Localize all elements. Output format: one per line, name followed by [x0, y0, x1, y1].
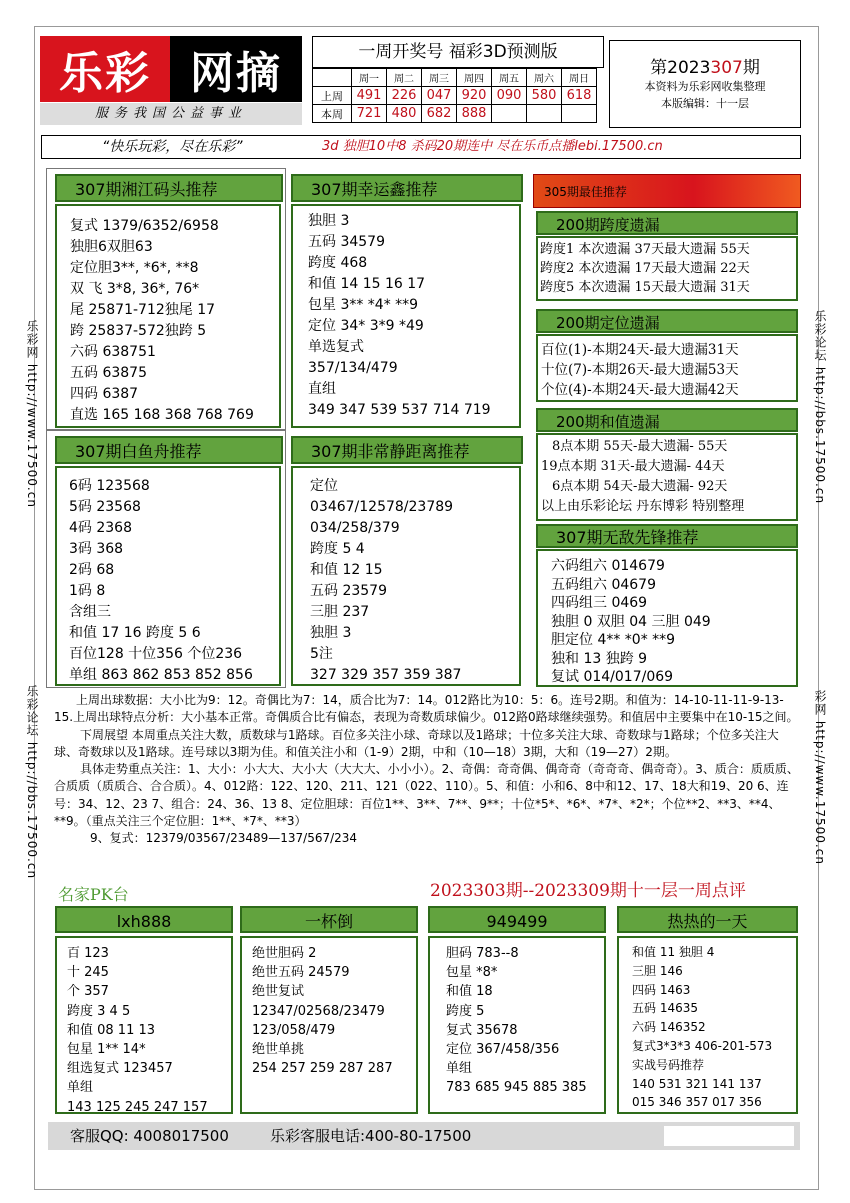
list-item: 357/134/479 [308, 360, 398, 376]
list-item: 6点本期 54天-最大遗漏- 92天 [552, 479, 728, 494]
logo-part2: 网摘 [170, 36, 302, 102]
this-week-draw [492, 105, 527, 123]
list-item: 组选复式 123457 [67, 1061, 173, 1077]
list-item: 034/258/379 [310, 520, 400, 536]
list-item: 五码 14635 [632, 1001, 698, 1016]
list-item: 独和 13 独跨 9 [551, 650, 648, 667]
list-item: 跨度 3 4 5 [67, 1003, 131, 1019]
list-item: 独胆6双胆63 [70, 239, 153, 255]
list-item: 140 531 321 141 137 [632, 1076, 762, 1091]
list-item: 349 347 539 537 714 719 [308, 402, 491, 418]
panel-kuadu [536, 236, 798, 301]
list-item: 四码 1463 [632, 982, 691, 997]
last-week-label: 上周 [313, 87, 352, 105]
list-item: 定位 367/458/356 [446, 1042, 560, 1058]
list-item: 跨度 5 4 [310, 541, 365, 557]
list-item: 十 245 [67, 965, 109, 981]
pk-panel-2 [240, 936, 418, 1114]
analysis-p2: 下周展望 本周重点关注大数，质数球与1路球。百位多关注小球、奇球以及1路球；十位多关注大球、奇数球与1路球；个位多关注大球、奇数球以及1路球。连号球以3期为佳。和值关注小和（1-9）2期，中和（10—18）3期，大和（19—27）2期。 [54, 727, 779, 759]
list-item: 百位128 十位356 个位236 [69, 646, 243, 662]
list-item: 783 685 945 885 385 [446, 1080, 587, 1096]
famous-pk-label: 名家PK台 [58, 885, 129, 904]
list-item: 直组 [308, 381, 336, 397]
pk-title-3: 949499 [428, 906, 606, 933]
last-week-draw: 491 [352, 87, 387, 105]
footer-blank-box [664, 1126, 794, 1146]
footer-bar [48, 1122, 800, 1150]
list-item: 327 329 357 359 387 [310, 667, 462, 683]
list-item: 以上由乐彩论坛 丹东博彩 特别整理 [541, 499, 745, 514]
list-item: 5码 23568 [69, 499, 141, 515]
list-item: 含组三 [69, 604, 111, 620]
panel-feichangjing [291, 466, 521, 686]
list-item: 和值 12 15 [310, 562, 383, 578]
this-week-draw: 888 [457, 105, 492, 123]
panel-dingwei [536, 334, 798, 402]
list-item: 五码组六 04679 [551, 576, 656, 593]
list-item: 四码 6387 [70, 386, 139, 402]
issue-number: 第2023307期 [650, 58, 760, 78]
weekly-review-label: 2023303期--2023309期十一层一周点评 [430, 881, 746, 901]
list-item: 个 357 [67, 984, 109, 1000]
this-week-draw: 480 [387, 105, 422, 123]
last-week-draw: 920 [457, 87, 492, 105]
panel-xingyunxin [291, 204, 521, 428]
list-item: 123/058/479 [252, 1022, 336, 1038]
list-item: 2码 68 [69, 562, 115, 578]
list-item: 和值 08 11 13 [67, 1022, 156, 1038]
panel-title-kuadu: 200期跨度遗漏 [536, 211, 798, 235]
this-week-draw: 682 [422, 105, 457, 123]
list-item: 8点本期 55天-最大遗漏- 55天 [552, 439, 728, 454]
list-item: 6码 123568 [69, 478, 150, 494]
list-item: 143 125 245 247 157 [67, 1099, 208, 1115]
panel-title-wudi: 307期无敌先锋推荐 [536, 524, 798, 548]
side-text-right-top: 乐彩论坛 http://bbs.17500.cn [813, 310, 827, 505]
logo [40, 36, 302, 102]
day-header: 周四 [457, 69, 492, 87]
list-item: 五码 34579 [308, 234, 385, 250]
day-header: 周一 [352, 69, 387, 87]
analysis-p3: 具体走势重点关注：1、大小：小大大、大小大（大大大、小小小）。2、奇偶：奇奇偶、偶奇奇（奇奇奇、偶奇奇）。3、质合：质质质、合质质（质质合、合合质）。4、012路：122、120、211、121（022、110）。5、和值：小和6、8中和12、17、18大和19、20 6、连号：34、12、23 7、组合：24、36、13 8、定位胆球：百位1**、3**、7**、9**；十位*5*、*6*、*7*、*2*；个位**2、**3、**4、**9。（重点关注三个定位胆：1**、*7*、**3） [54, 762, 799, 829]
list-item: 015 346 357 017 356 [632, 1095, 762, 1110]
best-banner [533, 174, 801, 208]
panel-hezhi [536, 433, 798, 521]
pk-panel-3 [428, 936, 606, 1114]
pk-panel-1 [55, 936, 233, 1114]
list-item: 单选复式 [308, 339, 364, 355]
analysis-section [54, 692, 800, 848]
list-item: 复式 35678 [446, 1022, 518, 1038]
list-item: 19点本期 31天-最大遗漏- 44天 [541, 459, 725, 474]
list-item: 绝世胆码 2 [252, 946, 317, 961]
footer-qq: 客服QQ: 4008017500 [70, 1127, 229, 1145]
this-week-draw [562, 105, 597, 123]
panel-title-dingwei: 200期定位遗漏 [536, 309, 798, 333]
list-item: 三胆 237 [310, 604, 370, 620]
pk-panel-4 [617, 936, 798, 1114]
slogan-quote: “快乐玩彩，尽在乐彩” [102, 139, 243, 155]
this-week-label: 本周 [313, 105, 352, 123]
list-item: 实战号码推荐 [632, 1057, 705, 1072]
list-item: 尾 25871-712独尾 17 [70, 302, 216, 318]
slogan-promo: 3d 独胆10中8 杀码20期连中 尽在乐币点播lebi.17500.cn [322, 139, 663, 154]
header-title: 一周开奖号 福彩3D预测版 [312, 36, 604, 68]
list-item: 百位(1)-本期24天-最大遗漏31天 [541, 342, 739, 358]
panel-title-xiangjiang: 307期湘江码头推荐 [55, 174, 283, 202]
list-item: 跨度 5 [446, 1003, 485, 1019]
day-header: 周日 [562, 69, 597, 87]
last-week-draw: 090 [492, 87, 527, 105]
day-header: 周五 [492, 69, 527, 87]
issue-note-2: 本版编辑：十一层 [661, 97, 749, 110]
list-item: 六码 638751 [70, 344, 156, 360]
list-item: 单组 863 862 853 852 856 [69, 667, 253, 683]
list-item: 直选 165 168 368 768 769 [70, 407, 254, 423]
day-header: 周六 [527, 69, 562, 87]
list-item: 包星 1** 14* [67, 1042, 146, 1058]
list-item: 三胆 146 [632, 963, 683, 978]
panel-xiangjiang [55, 204, 281, 428]
side-text-right-bottom: 彩网 http://www.17500.cn [813, 690, 827, 865]
list-item: 254 257 259 287 287 [252, 1061, 393, 1077]
week-draw-table [312, 68, 597, 123]
list-item: 复式3*3*3 406-201-573 [632, 1038, 773, 1053]
last-week-draw: 618 [562, 87, 597, 105]
list-item: 独胆 0 双胆 04 三胆 049 [551, 613, 711, 630]
footer-phone: 乐彩客服电话:400-80-17500 [270, 1127, 472, 1145]
panel-wudi [536, 549, 798, 687]
panel-title-hezhi: 200期和值遗漏 [536, 408, 798, 432]
list-item: 跨度 468 [308, 255, 368, 271]
list-item: 和值 11 独胆 4 [632, 945, 715, 959]
list-item: 和值 18 [446, 984, 493, 1000]
list-item: 定位胆3**, *6*, **8 [70, 260, 199, 276]
issue-info [609, 40, 801, 128]
panel-title-feichangjing: 307期非常静距离推荐 [291, 436, 523, 464]
list-item: 双 飞 3*8, 36*, 76* [70, 281, 200, 297]
list-item: 包星 3** *4* **9 [308, 297, 419, 313]
list-item: 单组 [446, 1061, 473, 1077]
list-item: 跨度1 本次遗漏 37天最大遗漏 55天 [540, 242, 750, 257]
this-week-draw: 721 [352, 105, 387, 123]
list-item: 跨度2 本次遗漏 17天最大遗漏 22天 [540, 261, 750, 276]
list-item: 五码 23579 [310, 583, 387, 599]
this-week-draw [527, 105, 562, 123]
list-item: 和值 14 15 16 17 [308, 276, 426, 292]
list-item: 3码 368 [69, 541, 124, 557]
issue-note-1: 本资料为乐彩网收集整理 [644, 80, 766, 93]
last-week-draw: 047 [422, 87, 457, 105]
list-item: 4码 2368 [69, 520, 132, 536]
analysis-p1: 上周出球数据：大小比为9：12。奇偶比为7：14，质合比为7：14。012路比为10：5：6。连号2期。和值为：14-10-11-11-9-13-15.上周出球特点分析：大小基本正常。奇偶质合比有偏态，表现为奇数质球偏少。012路0路球继续强势。和值居中主要集中在10-15之间。 [54, 693, 799, 725]
list-item: 1码 8 [69, 583, 106, 599]
list-item: 胆码 783--8 [446, 946, 519, 961]
list-item: 定位 [310, 478, 338, 494]
list-item: 03467/12578/23789 [310, 499, 454, 515]
list-item: 和值 17 16 跨度 5 6 [69, 625, 201, 641]
list-item: 百 123 [67, 946, 109, 961]
panel-title-baiyuzhou: 307期白鱼舟推荐 [55, 436, 283, 464]
list-item: 跨度5 本次遗漏 15天最大遗漏 31天 [540, 280, 750, 295]
list-item: 六码 146352 [632, 1020, 706, 1035]
list-item: 个位(4)-本期24天-最大遗漏42天 [541, 382, 739, 398]
list-item: 绝世单挑 [252, 1042, 305, 1058]
list-item: 四码组三 0469 [551, 595, 648, 611]
side-text-left-top: 乐彩网 http://www.17500.cn [25, 320, 39, 508]
list-item: 绝世五码 24579 [252, 965, 350, 981]
list-item: 定位 34* 3*9 *49 [308, 318, 424, 334]
list-item: 12347/02568/23479 [252, 1003, 385, 1019]
pk-title-1: lxh888 [55, 906, 233, 933]
pk-title-2: 一杯倒 [240, 906, 418, 933]
panel-baiyuzhou [55, 466, 281, 686]
last-week-draw: 580 [527, 87, 562, 105]
day-header: 周二 [387, 69, 422, 87]
list-item: 单组 [67, 1080, 94, 1096]
list-item: 胆定位 4** *0* **9 [551, 632, 676, 648]
best-banner-label: 305期最佳推荐 [544, 185, 627, 199]
side-text-left-bottom: 乐彩论坛 http://bbs.17500.cn [25, 685, 39, 880]
list-item: 跨 25837-572独跨 5 [70, 323, 207, 339]
list-item: 复试 014/017/069 [551, 669, 674, 685]
logo-part1: 乐彩 [40, 36, 170, 102]
list-item: 十位(7)-本期26天-最大遗漏53天 [541, 362, 739, 378]
panel-title-xingyunxin: 307期幸运鑫推荐 [291, 174, 523, 202]
day-header: 周三 [422, 69, 457, 87]
last-week-draw: 226 [387, 87, 422, 105]
list-item: 包星 *8* [446, 965, 498, 981]
list-item: 五码 63875 [70, 365, 147, 381]
analysis-p4: 9、复式：12379/03567/23489—137/567/234 [90, 831, 358, 846]
list-item: 5注 [310, 646, 333, 662]
list-item: 独胆 3 [308, 213, 350, 229]
slogan-bar [41, 135, 801, 159]
list-item: 复式 1379/6352/6958 [70, 218, 219, 234]
list-item: 独胆 3 [310, 625, 352, 641]
list-item: 绝世复试 [252, 984, 305, 1000]
logo-tagline: 服务我国公益事业 [40, 103, 302, 125]
pk-title-4: 热热的一天 [617, 906, 798, 933]
list-item: 六码组六 014679 [551, 558, 665, 574]
